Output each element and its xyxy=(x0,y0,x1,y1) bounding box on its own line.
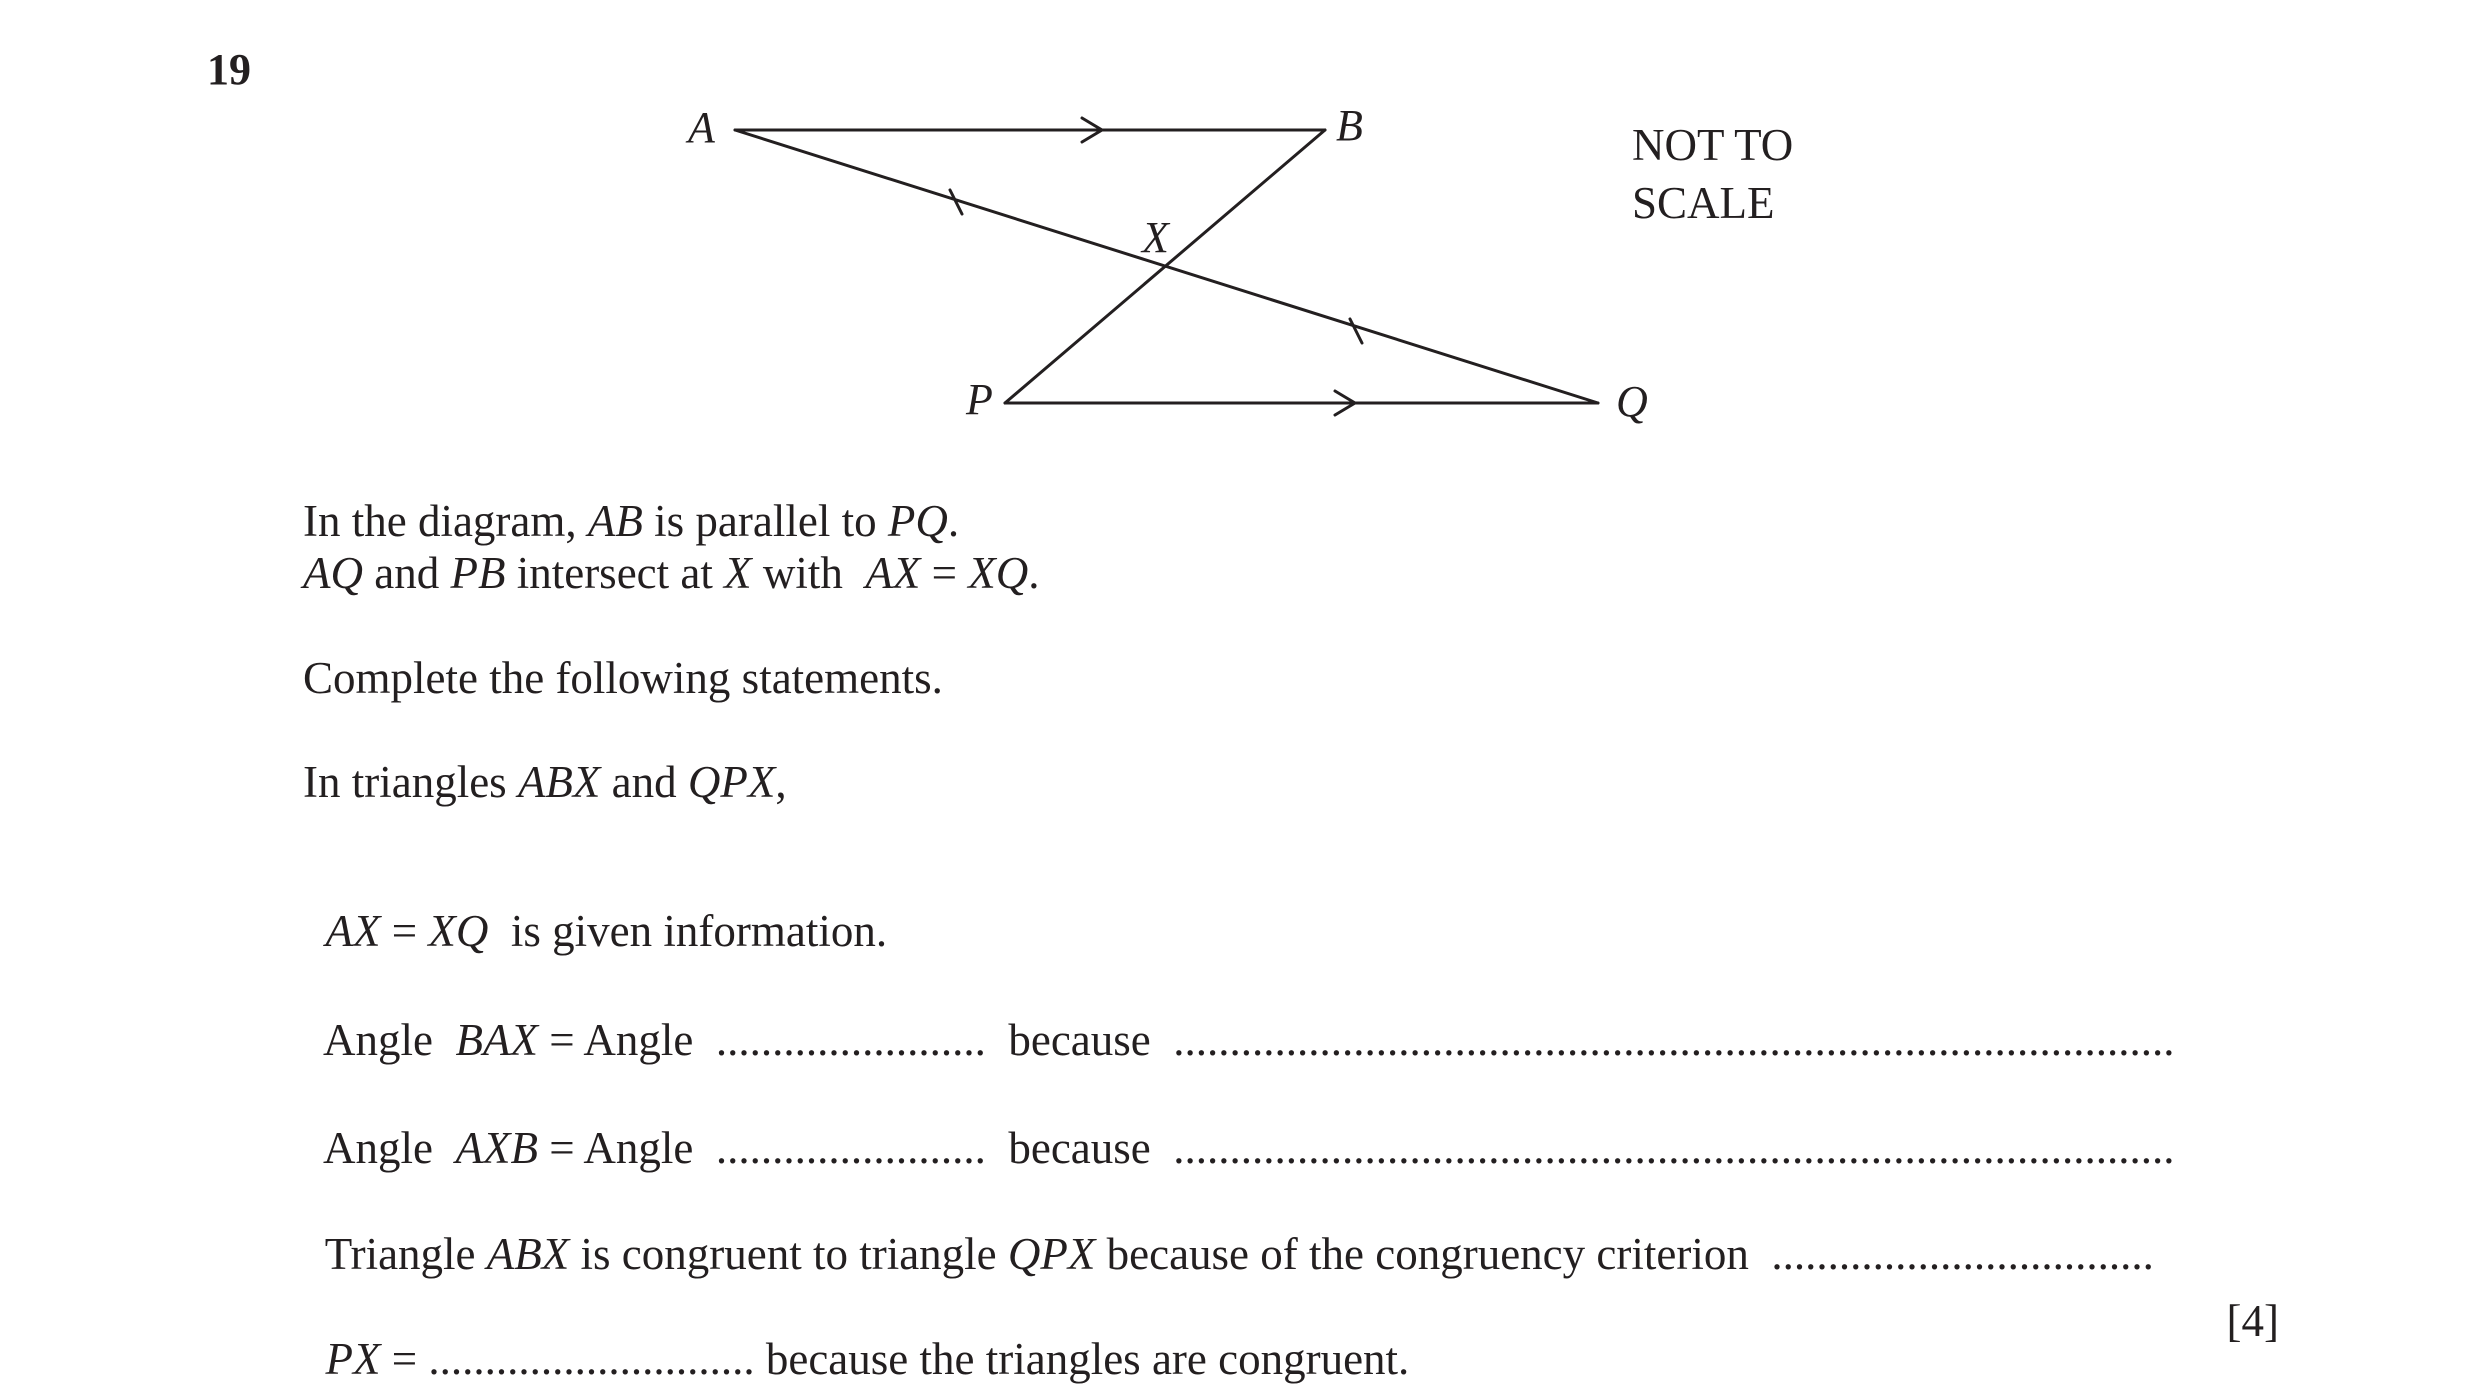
marks-badge: [4] xyxy=(2226,1296,2279,1346)
question-number: 19 xyxy=(207,45,251,94)
point-label-q: Q xyxy=(1616,377,1648,426)
instruction: Complete the following statements. xyxy=(303,653,943,703)
statement-triangles: In triangles ABX and QPX, xyxy=(303,757,787,807)
point-label-x: X xyxy=(1142,213,1169,262)
statement-angle-bax: Angle BAX = Angle ........................ because ......................................................................................... xyxy=(323,1015,2175,1065)
statement-angle-axb: Angle AXB = Angle ........................ because ......................................................................................... xyxy=(323,1123,2175,1173)
segment-pb xyxy=(1005,130,1325,403)
not-to-scale-line2: SCALE xyxy=(1632,178,1775,228)
statement-given: AX = XQ is given information. xyxy=(325,906,888,956)
not-to-scale-line1: NOT TO xyxy=(1632,120,1794,170)
statement-px: PX = ............................. because the triangles are congruent. xyxy=(325,1334,1410,1384)
statement-intersect: AQ and PB intersect at X with AX = XQ. xyxy=(303,548,1040,598)
statement-parallel: In the diagram, AB is parallel to PQ. xyxy=(303,496,960,546)
equal-tick-xq xyxy=(1350,319,1362,343)
point-label-b: B xyxy=(1336,101,1363,150)
geometry-diagram xyxy=(0,0,2481,470)
point-label-a: A xyxy=(688,103,715,152)
point-label-p: P xyxy=(966,375,993,424)
statement-congruent: Triangle ABX is congruent to triangle QPX because of the congruency criterion .................................. xyxy=(324,1229,2154,1279)
